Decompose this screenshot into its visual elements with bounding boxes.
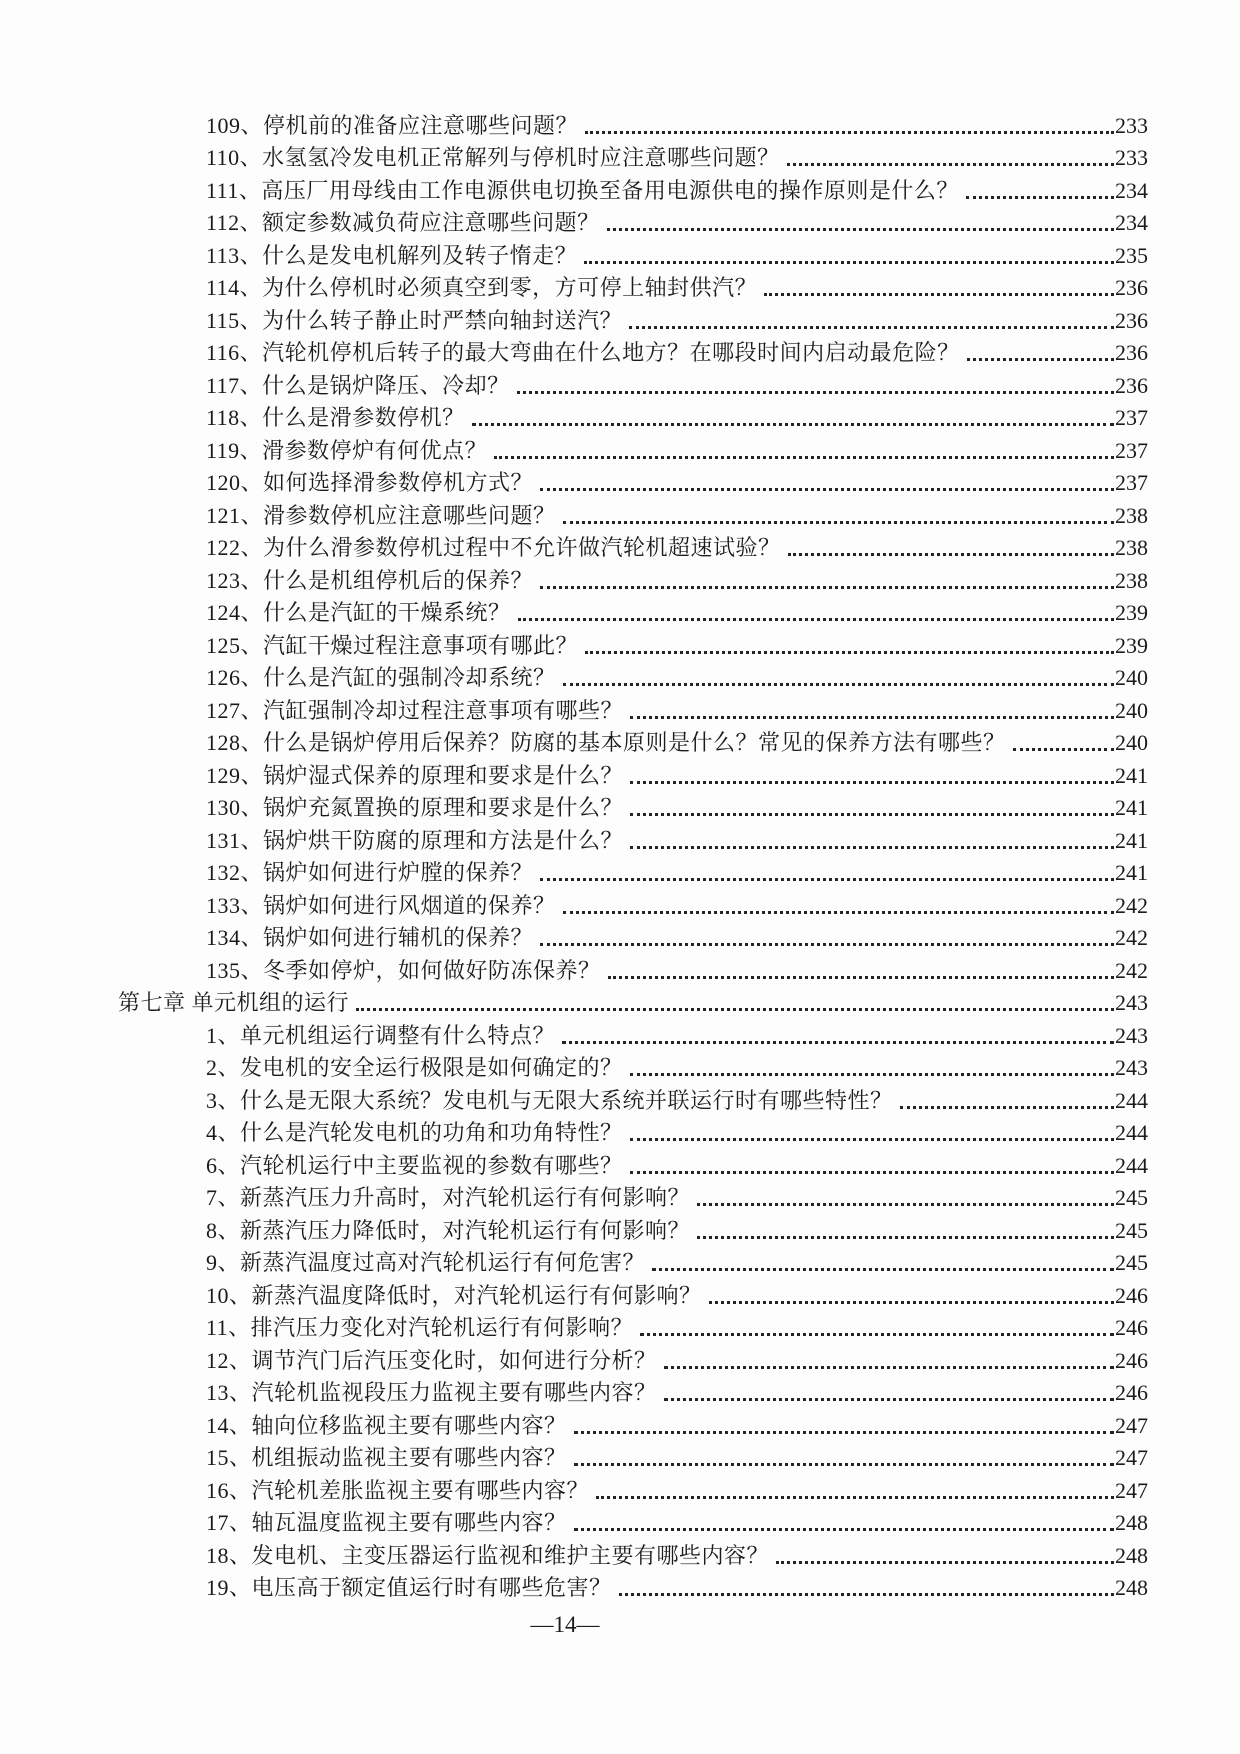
toc-entry-page: 241 (1115, 827, 1148, 853)
toc-row (118, 1116, 1148, 1149)
toc-entry-page: 239 (1115, 600, 1148, 625)
toc-entry-title: 120、如何选择滑参数停机方式？ (206, 470, 534, 495)
toc-entry-title: 9、新蒸汽温度过高对汽轮机运行有何危害？ (206, 1250, 646, 1275)
toc-row (118, 693, 1148, 726)
dot-leader (585, 651, 1114, 654)
dot-leader (517, 391, 1114, 394)
toc-entry-title: 119、滑参数停炉有何优点？ (206, 437, 488, 463)
toc-entry-page: 236 (1115, 340, 1148, 365)
toc-row (118, 303, 1148, 336)
toc-row (118, 921, 1148, 954)
toc-entry-page: 244 (1115, 1152, 1148, 1178)
dot-leader (540, 488, 1114, 491)
toc-row (118, 1473, 1148, 1506)
toc-entry-page: 248 (1115, 1510, 1148, 1535)
toc-entry-page: 247 (1115, 1445, 1148, 1470)
toc-entry-title: 18、发电机、主变压器运行监视和维护主要有哪些内容？ (206, 1542, 770, 1568)
toc-entry-title: 19、电压高于额定值运行时有哪些危害？ (206, 1575, 612, 1600)
toc-entry-title: 111、高压厂用母线由工作电源供电切换至备用电源供电的操作原则是什么？ (206, 177, 959, 203)
dot-leader (630, 1171, 1114, 1174)
toc-row (118, 206, 1148, 239)
toc-entry-page: 246 (1115, 1315, 1148, 1340)
toc-entry-title: 12、调节汽门后汽压变化时，如何进行分析？ (206, 1347, 657, 1373)
toc-row (118, 1506, 1148, 1539)
dot-leader (563, 683, 1114, 686)
toc-entry-page: 233 (1115, 112, 1148, 138)
dot-leader (787, 163, 1114, 166)
toc-entry-title: 124、什么是汽缸的干燥系统？ (206, 600, 511, 625)
toc-entry-page: 236 (1115, 372, 1148, 398)
toc-entry-title: 126、什么是汽缸的强制冷却系统？ (206, 665, 556, 690)
dot-leader (967, 358, 1114, 361)
toc-entry-title: 134、锅炉如何进行辅机的保养？ (206, 925, 534, 950)
dot-leader (584, 261, 1114, 264)
toc-row (118, 888, 1148, 921)
toc-entry-title: 113、什么是发电机解列及转子惰走？ (206, 242, 578, 268)
toc-entry-page: 246 (1115, 1380, 1148, 1405)
toc-entry-page: 234 (1115, 177, 1148, 203)
toc-row (118, 661, 1148, 694)
toc-row (118, 1051, 1148, 1084)
dot-leader (776, 1561, 1114, 1564)
toc-entry-title: 7、新蒸汽压力升高时，对汽轮机运行有何影响？ (206, 1185, 691, 1210)
toc-row (118, 238, 1148, 271)
toc-entry-page: 238 (1115, 535, 1148, 560)
toc-row (118, 1018, 1148, 1051)
toc-entry-title: 131、锅炉烘干防腐的原理和方法是什么？ (206, 827, 624, 853)
toc-entry-page: 237 (1115, 437, 1148, 463)
toc-entry-title: 109、停机前的准备应注意哪些问题？ (206, 112, 579, 138)
toc-entry-title: 1、单元机组运行调整有什么特点？ (206, 1022, 556, 1048)
toc-entry-title: 112、额定参数减负荷应注意哪些问题？ (206, 210, 600, 235)
dot-leader (709, 1301, 1114, 1304)
toc-entry-page: 236 (1115, 275, 1148, 300)
toc-entry-page: 238 (1115, 567, 1148, 593)
toc-entry-page: 244 (1115, 1087, 1148, 1113)
toc-row (118, 271, 1148, 304)
dot-leader (652, 1268, 1114, 1271)
toc-row (118, 1538, 1148, 1571)
toc-entry-page: 241 (1115, 860, 1148, 885)
dot-leader (900, 1106, 1114, 1109)
toc-row (118, 791, 1148, 824)
toc-entry-page: 239 (1115, 632, 1148, 658)
toc-entry-title: 4、什么是汽轮发电机的功角和功角特性？ (206, 1120, 623, 1145)
toc-entry-title: 132、锅炉如何进行炉膛的保养？ (206, 860, 534, 885)
toc-entry-page: 247 (1115, 1412, 1148, 1438)
toc-row (118, 1376, 1148, 1409)
toc-entry-page: 243 (1115, 1055, 1148, 1080)
toc-row (118, 1408, 1148, 1441)
dot-leader (356, 1008, 1114, 1011)
toc-entry-title: 130、锅炉充氮置换的原理和要求是什么？ (206, 795, 624, 820)
toc-entry-title: 13、汽轮机监视段压力监视主要有哪些内容？ (206, 1380, 657, 1405)
toc-entry-page: 240 (1115, 730, 1148, 755)
page-footer (0, 1612, 1130, 1638)
toc-entry-title: 135、冬季如停炉，如何做好防冻保养？ (206, 957, 601, 983)
toc-entry-page: 240 (1115, 697, 1148, 723)
toc-entry-title: 122、为什么滑参数停机过程中不允许做汽轮机超速试验？ (206, 535, 781, 560)
toc-row (118, 173, 1148, 206)
dot-leader (697, 1236, 1114, 1239)
toc-entry-page: 236 (1115, 307, 1148, 333)
toc-row (118, 108, 1148, 141)
toc-entry-page: 237 (1115, 405, 1148, 430)
toc-row (118, 1213, 1148, 1246)
dot-leader (518, 618, 1114, 621)
toc-entry-page: 235 (1115, 242, 1148, 268)
toc-row (118, 1278, 1148, 1311)
toc-row (118, 1181, 1148, 1214)
toc-entry-page: 246 (1115, 1282, 1148, 1308)
toc-entry-title: 14、轴向位移监视主要有哪些内容？ (206, 1412, 567, 1438)
toc-row (118, 368, 1148, 401)
dot-leader (607, 228, 1114, 231)
dot-leader (764, 293, 1114, 296)
toc-row (118, 726, 1148, 759)
toc-entry-title: 118、什么是滑参数停机？ (206, 405, 465, 430)
toc-entry-title: 2、发电机的安全运行极限是如何确定的？ (206, 1055, 623, 1080)
toc-row (118, 628, 1148, 661)
toc-entry-title: 114、为什么停机时必须真空到零，方可停上轴封供汽？ (206, 275, 758, 300)
table-of-contents (118, 108, 1148, 1603)
dot-leader (472, 423, 1114, 426)
toc-entry-title: 129、锅炉湿式保养的原理和要求是什么？ (206, 762, 624, 788)
toc-entry-title: 133、锅炉如何进行风烟道的保养？ (206, 892, 556, 918)
toc-row (118, 336, 1148, 369)
toc-entry-page: 245 (1115, 1250, 1148, 1275)
dot-leader (966, 196, 1114, 199)
dot-leader (629, 326, 1114, 329)
toc-row (118, 1441, 1148, 1474)
dot-leader (1013, 748, 1114, 751)
toc-row (118, 1083, 1148, 1116)
toc-entry-title: 3、什么是无限大系统？发电机与无限大系统并联运行时有哪些特性？ (206, 1087, 893, 1113)
toc-entry-title: 123、什么是机组停机后的保养？ (206, 567, 534, 593)
toc-row (118, 1343, 1148, 1376)
toc-row (118, 466, 1148, 499)
toc-row (118, 141, 1148, 174)
toc-entry-page: 242 (1115, 957, 1148, 983)
toc-row (118, 563, 1148, 596)
dot-leader (494, 456, 1114, 459)
dot-leader (585, 131, 1114, 134)
toc-entry-title: 116、汽轮机停机后转子的最大弯曲在什么地方？在哪段时间内启动最危险？ (206, 340, 960, 365)
dot-leader (563, 911, 1114, 914)
toc-row (118, 1571, 1148, 1604)
toc-entry-page: 247 (1115, 1477, 1148, 1503)
dot-leader (664, 1366, 1114, 1369)
dot-leader (697, 1203, 1114, 1206)
toc-entry-title: 16、汽轮机差胀监视主要有哪些内容？ (206, 1477, 590, 1503)
toc-entry-page: 246 (1115, 1347, 1148, 1373)
dot-leader (630, 781, 1114, 784)
dot-leader (596, 1496, 1114, 1499)
toc-entry-title: 6、汽轮机运行中主要监视的参数有哪些？ (206, 1152, 623, 1178)
toc-row (118, 1246, 1148, 1279)
page-number-footer: —14— (530, 1612, 600, 1637)
dot-leader (630, 846, 1114, 849)
toc-entry-page: 248 (1115, 1542, 1148, 1568)
dot-leader (574, 1463, 1114, 1466)
dot-leader (540, 943, 1114, 946)
toc-entry-title: 110、水氢氢冷发电机正常解列与停机时应注意哪些问题？ (206, 145, 780, 170)
toc-row (118, 953, 1148, 986)
dot-leader (574, 1528, 1114, 1531)
toc-entry-page: 245 (1115, 1185, 1148, 1210)
toc-row (118, 823, 1148, 856)
dot-leader (788, 553, 1114, 556)
toc-row (118, 401, 1148, 434)
dot-leader (630, 813, 1114, 816)
dot-leader (540, 586, 1114, 589)
toc-entry-page: 234 (1115, 210, 1148, 235)
dot-leader (640, 1333, 1114, 1336)
dot-leader (562, 1041, 1114, 1044)
toc-entry-page: 245 (1115, 1217, 1148, 1243)
toc-row (118, 498, 1148, 531)
toc-row (118, 596, 1148, 629)
toc-entry-page: 241 (1115, 762, 1148, 788)
toc-entry-page: 241 (1115, 795, 1148, 820)
toc-entry-page: 238 (1115, 502, 1148, 528)
dot-leader (664, 1398, 1114, 1401)
toc-chapter-row (118, 986, 1148, 1019)
toc-entry-title: 125、汽缸干燥过程注意事项有哪此？ (206, 632, 579, 658)
toc-entry-page: 242 (1115, 892, 1148, 918)
toc-entry-page: 243 (1115, 1022, 1148, 1048)
toc-entry-title: 11、排汽压力变化对汽轮机运行有何影响？ (206, 1315, 634, 1340)
toc-row (118, 531, 1148, 564)
toc-entry-page: 248 (1115, 1575, 1148, 1600)
toc-entry-title: 15、机组振动监视主要有哪些内容？ (206, 1445, 567, 1470)
toc-entry-page: 233 (1115, 145, 1148, 170)
toc-row (118, 758, 1148, 791)
toc-entry-title: 8、新蒸汽压力降低时，对汽轮机运行有何影响？ (206, 1217, 691, 1243)
dot-leader (619, 1593, 1114, 1596)
toc-entry-title: 10、新蒸汽温度降低时，对汽轮机运行有何影响？ (206, 1282, 702, 1308)
toc-entry-page: 243 (1115, 990, 1148, 1015)
toc-entry-title: 17、轴瓦温度监视主要有哪些内容？ (206, 1510, 567, 1535)
toc-entry-page: 240 (1115, 665, 1148, 690)
toc-entry-title: 121、滑参数停机应注意哪些问题？ (206, 502, 556, 528)
dot-leader (630, 1138, 1114, 1141)
toc-entry-title: 117、什么是锅炉降压、冷却？ (206, 372, 510, 398)
dot-leader (630, 1073, 1114, 1076)
dot-leader (563, 521, 1114, 524)
dot-leader (608, 976, 1114, 979)
toc-row (118, 856, 1148, 889)
toc-entry-title: 115、为什么转子静止时严禁向轴封送汽？ (206, 307, 623, 333)
toc-entry-page: 237 (1115, 470, 1148, 495)
dot-leader (574, 1431, 1114, 1434)
dot-leader (540, 878, 1114, 881)
toc-entry-page: 242 (1115, 925, 1148, 950)
dot-leader (630, 716, 1114, 719)
toc-row (118, 1148, 1148, 1181)
toc-entry-title: 128、什么是锅炉停用后保养？防腐的基本原则是什么？常见的保养方法有哪些？ (206, 730, 1006, 755)
toc-entry-title: 第七章 单元机组的运行 (118, 990, 350, 1015)
toc-row (118, 1311, 1148, 1344)
toc-row (118, 433, 1148, 466)
toc-entry-title: 127、汽缸强制冷却过程注意事项有哪些？ (206, 697, 624, 723)
toc-entry-page: 244 (1115, 1120, 1148, 1145)
